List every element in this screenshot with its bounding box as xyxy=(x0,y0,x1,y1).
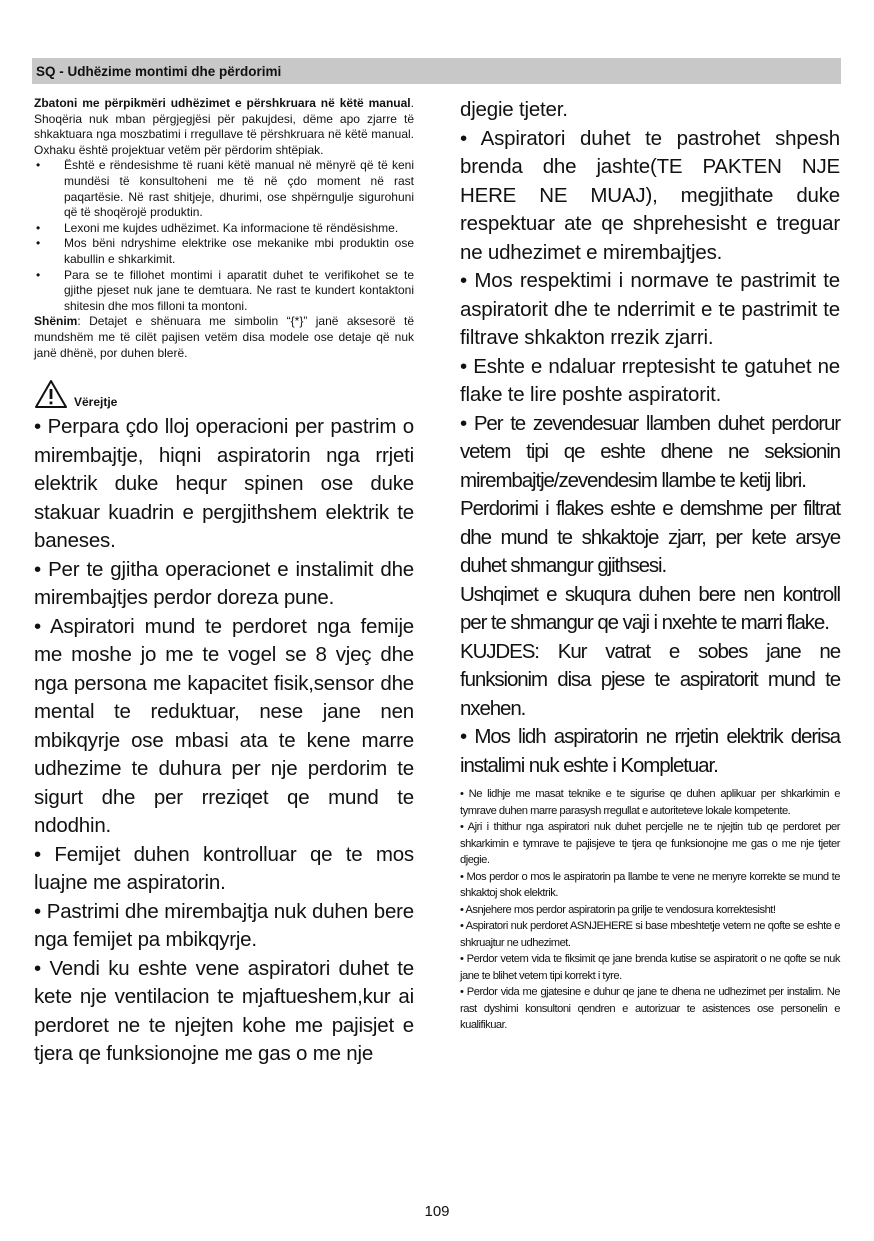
note-text: : Detajet e shënuara me simbolin “{*}” janë aksesorë të mundshëm me të cilët pajisen vetëm disa modele ose detaje që nuk janë dhënë, por duhen blerë. xyxy=(34,314,414,360)
warning-paragraph: Ushqimet e skuqura duhen bere nen kontroll per te shmangur qe vaji i nxehte te marri flake. xyxy=(460,582,840,634)
warning-paragraph: • Per te gjitha operacionet e instalimit dhe mirembajtjes perdor doreza pune. xyxy=(34,557,414,610)
warning-paragraph: • Vendi ku eshte vene aspiratori duhet te kete nje ventilacion te mjaftueshem,kur ai perdoret ne te njejten kohe me pajisjet e tjera qe funksionojne me gas o me nje xyxy=(34,956,414,1066)
list-item: • Mos bëni ndryshime elektrike ose mekanike mbi produktin ose kabullin e shkarkimit. xyxy=(36,236,414,266)
section-title: SQ - Udhëzime montimi dhe përdorimi xyxy=(36,64,282,79)
intro-paragraph xyxy=(34,96,414,158)
safety-note: • Perdor vetem vida te fiksimit qe jane brenda kutise se aspiratorit o ne qofte se nuk jane te blihet vetem tipi korrekt i tyre. xyxy=(460,953,840,982)
warning-paragraph: • Perpara çdo lloj operacioni per pastrim o mirembajtje, hiqni aspiratorin nga rrjeti elektrik duke hequr spinen ose duke stakuar kuadrin e pergjithshem elektrik te baneses. xyxy=(34,415,414,553)
warning-paragraph: • Aspiratori duhet te pastrohet shpesh brenda dhe jashte(TE PAKTEN NJE HERE NE MUAJ), megjithate duke respektuar ate qe shprehesisht e treguar ne udhezimet e mirembajtjes. xyxy=(460,126,840,264)
note-label: Shënim xyxy=(34,314,78,329)
left-column xyxy=(34,96,414,1069)
safety-note: • Ne lidhje me masat teknike e te sigurise qe duhen aplikuar per shkarkimin e tymrave duhen marre parasysh rregullat e autoriteteve lokale kompetente. xyxy=(460,788,840,817)
intro-bold: Zbatoni me përpikmëri udhëzimet e përshkruara në këtë manual xyxy=(34,96,411,110)
warning-paragraph: • Mos respektimi i normave te pastrimit te aspiratorit dhe te nderrimit e te pastrimit te filtrave shkakton rrezik zjarri. xyxy=(460,269,840,349)
intro-text: . Shoqëria nuk mban përgjegjësi për pakujdesi, dëme apo zjarre të shkaktuara nga moszbatimi i rregullave të përshkruara në këtë manual. Oxhaku është projektuar vetëm për përdorim shtëpiak. xyxy=(34,96,414,157)
safety-note: • Aspiratori nuk perdoret ASNJEHERE si base mbeshtetje vetem ne qofte se eshte e shkruajtur ne udhezimet. xyxy=(460,920,840,949)
list-item: • Lexoni me kujdes udhëzimet. Ka informacione të rëndësishme. xyxy=(36,220,399,235)
warning-heading xyxy=(34,379,414,409)
warning-paragraph: • Aspiratori mund te perdoret nga femije me moshe jo me te vogel se 8 vjeç dhe nga persona me kapacitet fisik,sensor dhe mental te reduktuar, nese jane nen mbikqyrje ose mbasi ata te kene marre udhezime te duhura per nje perdorim te sigurt dhe per rreziqet qe mund te ndodhin. xyxy=(34,614,414,838)
warning-paragraph: KUJDES: Kur vatrat e sobes jane ne funksionim disa pjese te aspiratorit mund te nxehen. xyxy=(460,639,840,720)
warning-paragraph: Perdorimi i flakes eshte e demshme per filtrat dhe mund te shkaktoje zjarr, per kete arsye duhet shmangur gjithsesi. xyxy=(460,497,840,577)
warning-icon xyxy=(34,379,68,409)
safety-note: • Mos perdor o mos le aspiratorin pa llambe te vene ne menyre korrekte se mund te shkaktoj shok elektrik. xyxy=(460,870,840,899)
list-item: • Është e rëndesishme të ruani këtë manual në mënyrë që të keni mundësi të konsultoheni me të në çdo moment në rast paqartësie. Në rast shitjeje, dhurimi, ose shpërngulje sigurohuni që të shoqërojë produktin. xyxy=(36,158,414,220)
warning-paragraph: • Pastrimi dhe mirembajtja nuk duhen bere nga femijet pa mbikqyrje. xyxy=(34,899,414,952)
page-number: 109 xyxy=(424,1203,450,1220)
warning-paragraph: • Per te zevendesuar llamben duhet perdorur vetem tipi qe eshte dhene ne seksionin mirembajtje/zevendesim llambe te ketij libri. xyxy=(460,411,840,492)
note-paragraph xyxy=(34,314,414,361)
section-header xyxy=(32,58,841,84)
safety-note: • Ajri i thithur nga aspiratori nuk duhet percjelle ne te njejtin tub qe perdoret per shkarkimin e tymrave te pajisjeve te tjera qe funksionojne me gas o me nje tjeter djegie. xyxy=(460,821,840,866)
right-column xyxy=(460,96,840,1034)
warning-title: Vërejtje xyxy=(74,395,118,410)
warning-paragraph: • Eshte e ndaluar rreptesisht te gatuhet ne flake te lire poshte aspiratorit. xyxy=(460,354,840,406)
warning-paragraph: • Mos lidh aspiratorin ne rrjetin elektrik derisa instalimi nuk eshte i Kompletuar. xyxy=(460,725,840,777)
safety-note: • Asnjehere mos perdor aspiratorin pa grilje te vendosura korrektesisht! xyxy=(460,903,776,916)
list-item: • Para se te fillohet montimi i aparatit duhet te verifikohet se te gjithe pjeset nuk jane te demtuara. Ne rast te kundert kontaktoni shitesin dhe mos filloni ta montoni. xyxy=(36,267,414,313)
safety-note: • Perdor vida me gjatesine e duhur qe jane te dhena ne udhezimet per instalim. Ne rast dyshimi konsultoni qendren e autorizuar te asistences ose personelin e kualifikuar. xyxy=(460,986,840,1031)
warning-paragraph: djegie tjeter. xyxy=(460,98,568,121)
warning-paragraph: • Femijet duhen kontrolluar qe te mos luajne me aspiratorin. xyxy=(34,842,414,895)
